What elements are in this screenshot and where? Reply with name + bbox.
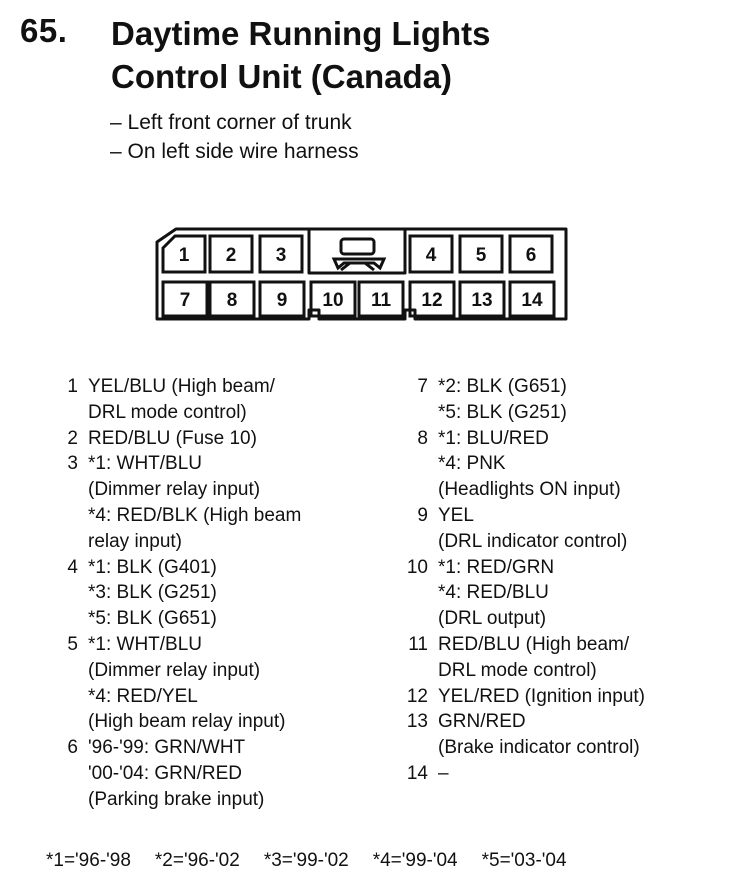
pin-description bbox=[88, 451, 301, 554]
pin-description-line: '96-'99: GRN/WHT bbox=[88, 737, 246, 759]
pin-description-line: relay input) bbox=[88, 530, 182, 552]
pin-description-line: *1: WHT/BLU bbox=[88, 453, 203, 475]
pin-description bbox=[438, 555, 554, 632]
pin-description-line: *3: BLK (G251) bbox=[88, 582, 217, 604]
pin-description-line: *4: RED/YEL bbox=[88, 685, 198, 707]
pin-entry bbox=[400, 709, 645, 761]
pin-entry bbox=[400, 761, 645, 787]
connector-pin-label: 4 bbox=[425, 245, 437, 266]
pin-description-line: *4: PNK bbox=[438, 453, 506, 475]
connector-pin-label: 1 bbox=[178, 245, 190, 266]
connector-pin-label: 6 bbox=[525, 245, 537, 266]
pin-description-line: GRN/RED bbox=[438, 711, 526, 733]
pin-description-line: *1: RED/GRN bbox=[438, 556, 555, 578]
pin-entry bbox=[400, 684, 645, 710]
pin-description-line: (Headlights ON input) bbox=[438, 479, 621, 501]
pin-description bbox=[88, 632, 285, 735]
connector-diagram bbox=[0, 0, 736, 340]
footnote: *1='96-'98 bbox=[46, 850, 131, 871]
connector-pin-label: 5 bbox=[475, 245, 487, 266]
pin-description-line: *2: BLK (G651) bbox=[438, 376, 567, 397]
connector-pin-label: 13 bbox=[471, 290, 493, 311]
pin-number: 11 bbox=[408, 633, 428, 655]
pin-description bbox=[438, 426, 621, 503]
pin-description bbox=[438, 684, 645, 710]
pin-number: 7 bbox=[417, 376, 428, 397]
connector-pin-label: 2 bbox=[225, 245, 237, 266]
pin-entry bbox=[50, 451, 301, 554]
pin-number: 3 bbox=[67, 453, 78, 475]
pin-description-line: (DRL output) bbox=[438, 608, 547, 630]
pin-number: 12 bbox=[406, 685, 428, 707]
connector-pin-label: 8 bbox=[226, 290, 238, 311]
latch-housing bbox=[309, 229, 405, 273]
footnote: *4='99-'04 bbox=[372, 850, 458, 871]
connector-pin-label: 10 bbox=[322, 290, 344, 311]
pin-number: 2 bbox=[67, 427, 78, 449]
connector-pin-label: 9 bbox=[276, 290, 288, 311]
pin-entry bbox=[50, 632, 301, 735]
title-line-2: Control Unit (Canada) bbox=[111, 58, 452, 95]
pin-list-left bbox=[50, 374, 301, 813]
section-number: 65. bbox=[20, 12, 68, 49]
pin-description-line: DRL mode control) bbox=[88, 401, 247, 423]
footnote: *5='03-'04 bbox=[481, 850, 567, 871]
pin-description-line: (Parking brake input) bbox=[88, 788, 265, 810]
pin-description bbox=[88, 735, 264, 812]
pin-description-line: RED/BLU (Fuse 10) bbox=[88, 427, 257, 449]
pin-number: 9 bbox=[417, 504, 428, 526]
pin-description-line: YEL/RED (Ignition input) bbox=[438, 685, 645, 707]
pin-entry bbox=[50, 426, 301, 452]
pin-description-line: YEL bbox=[438, 504, 474, 526]
pin-description bbox=[88, 374, 275, 426]
pin-description-line: '00-'04: GRN/RED bbox=[88, 762, 243, 784]
pin-list-right bbox=[400, 374, 645, 787]
pin-description-line: *4: RED/BLK (High beam bbox=[88, 504, 302, 526]
title-line-1: Daytime Running Lights bbox=[111, 15, 491, 52]
pin-description bbox=[438, 709, 640, 761]
pin-description-line: – bbox=[438, 762, 449, 784]
pin-number: 4 bbox=[67, 556, 78, 578]
pin-description bbox=[438, 374, 567, 426]
connector-pin-label: 3 bbox=[275, 245, 287, 266]
pin-description-line: DRL mode control) bbox=[438, 659, 597, 681]
pin-entry bbox=[400, 374, 645, 426]
pin-description-line: (Dimmer relay input) bbox=[88, 659, 261, 681]
pin-entry bbox=[50, 555, 301, 632]
pin-number: 14 bbox=[406, 762, 428, 784]
pin-description-line: YEL/BLU (High beam/ bbox=[88, 376, 275, 397]
connector-pin-label: 11 bbox=[370, 290, 392, 311]
pin-entry bbox=[50, 374, 301, 426]
pin-number: 13 bbox=[406, 711, 428, 733]
pin-description bbox=[438, 503, 627, 555]
pin-number: 5 bbox=[67, 633, 78, 655]
pin-description-line: *1: WHT/BLU bbox=[88, 633, 203, 655]
pin-entry bbox=[400, 632, 645, 684]
pin-entry bbox=[50, 735, 301, 812]
footnote: *3='99-'02 bbox=[263, 850, 349, 871]
pin-description bbox=[438, 761, 449, 787]
pin-description-line: (Dimmer relay input) bbox=[88, 479, 261, 501]
location-note: – Left front corner of trunk bbox=[110, 111, 352, 134]
pin-description bbox=[88, 426, 257, 452]
pin-description-line: *1: BLU/RED bbox=[438, 427, 549, 449]
pin-description-line: (DRL indicator control) bbox=[438, 530, 628, 552]
pin-description-line: *4: RED/BLU bbox=[438, 582, 549, 604]
connector-pin-label: 7 bbox=[179, 290, 191, 311]
footnote: *2='96-'02 bbox=[154, 850, 240, 871]
connector-pin-label: 12 bbox=[421, 290, 443, 311]
pin-description-line: *1: BLK (G401) bbox=[88, 556, 217, 578]
pin-entry bbox=[400, 426, 645, 503]
pin-description-line: *5: BLK (G251) bbox=[438, 401, 567, 423]
pin-description bbox=[438, 632, 629, 684]
pin-number: 1 bbox=[67, 376, 78, 397]
footnotes bbox=[46, 850, 567, 872]
connector-pin-label: 14 bbox=[521, 290, 543, 311]
pin-description-line: (Brake indicator control) bbox=[438, 737, 640, 759]
pin-number: 6 bbox=[67, 737, 78, 759]
pin-description-line: *5: BLK (G651) bbox=[88, 608, 217, 630]
pin-description-line: RED/BLU (High beam/ bbox=[438, 633, 630, 655]
pin-number: 8 bbox=[417, 427, 428, 449]
pin-number: 10 bbox=[406, 556, 428, 578]
pin-description bbox=[88, 555, 217, 632]
pin-description-line: (High beam relay input) bbox=[88, 711, 286, 733]
latch-icon bbox=[334, 239, 384, 270]
location-note: – On left side wire harness bbox=[110, 140, 359, 163]
pin-entry bbox=[400, 503, 645, 555]
pin-entry bbox=[400, 555, 645, 632]
